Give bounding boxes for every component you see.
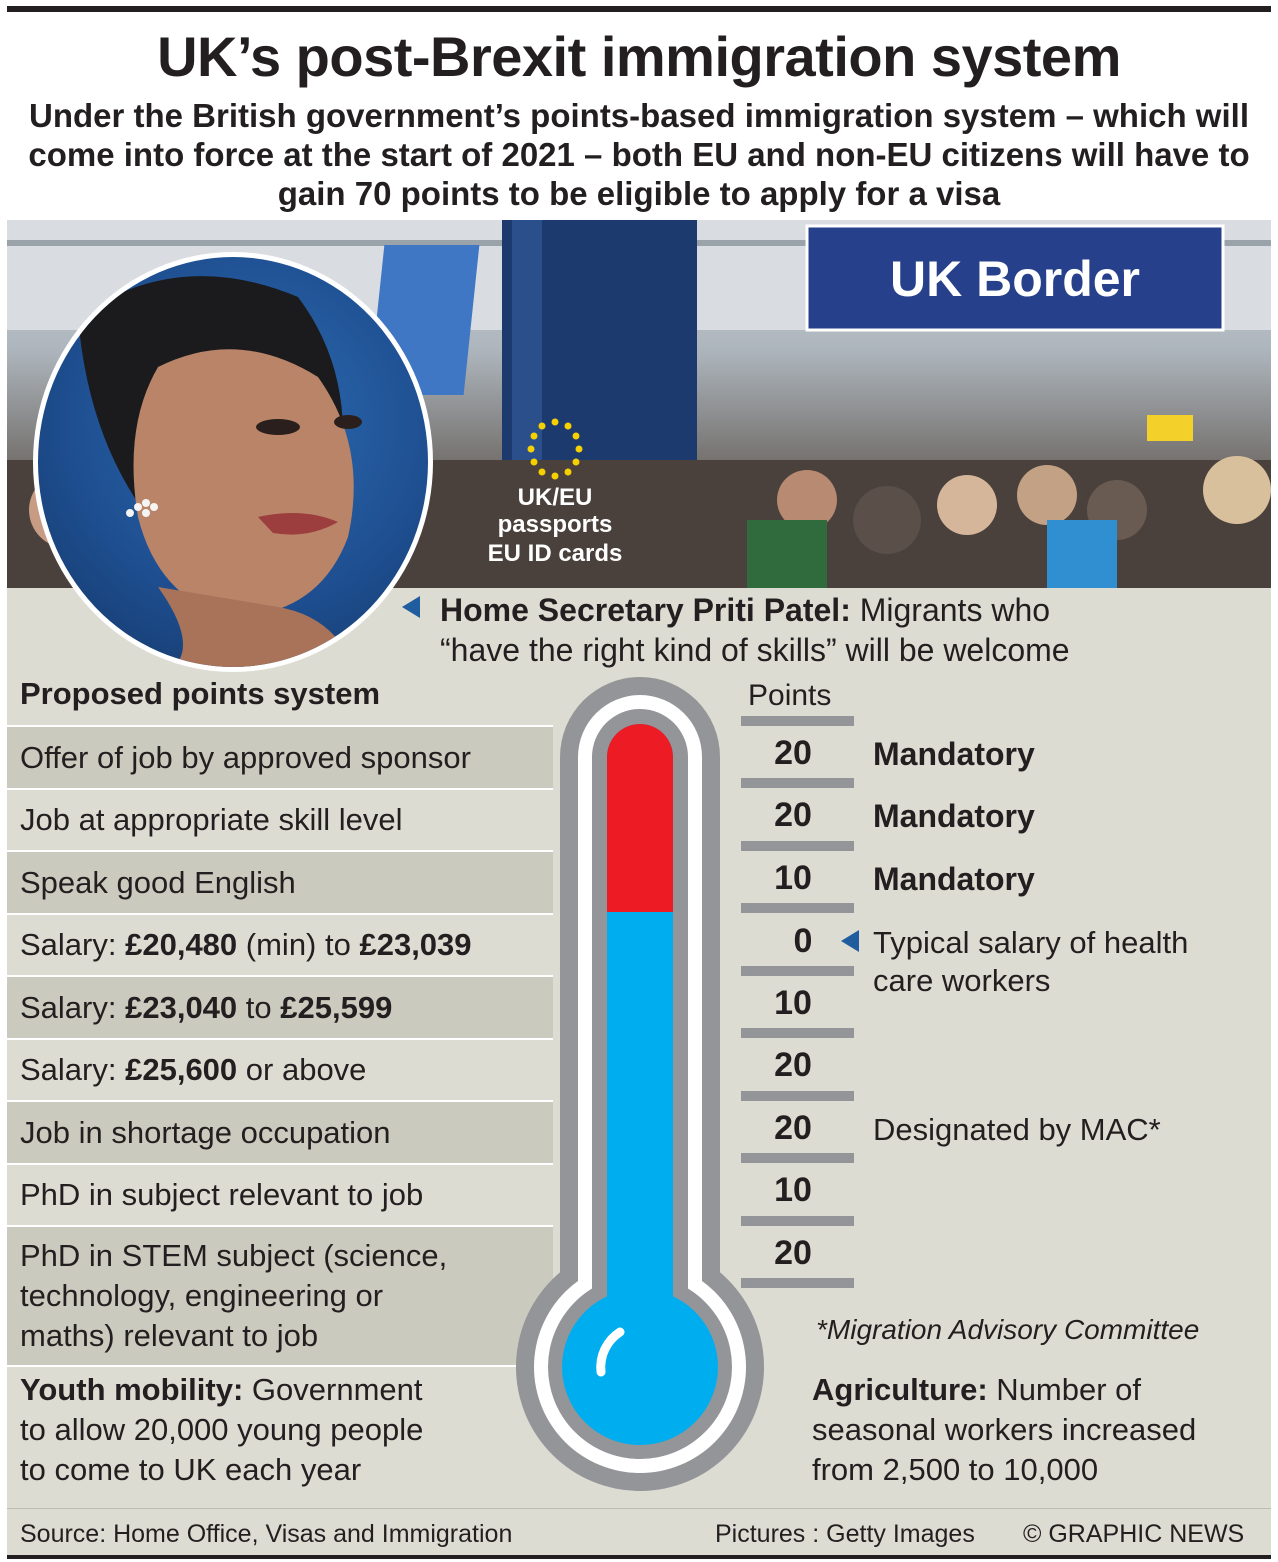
row-label-line: PhD in STEM subject (science, [20,1238,448,1273]
scale-tick [741,778,854,788]
row-label: PhD in subject relevant to job [20,1177,424,1212]
pillar-sign-line3: EU ID cards [487,540,623,567]
table-row [7,725,553,788]
agriculture-text: from 2,500 to 10,000 [812,1452,1099,1487]
portrait-figure [38,257,428,667]
quote-block [440,590,1070,670]
youth-mobility-block [20,1370,423,1490]
salary-prefix: Salary: [20,1052,126,1087]
quote-line-1 [440,590,1070,630]
youth-text: Government [243,1372,423,1407]
portrait-photo [33,252,433,672]
youth-text: to come to UK each year [20,1452,362,1487]
salary-min: £20,480 [125,927,238,962]
table-row [7,975,553,1038]
footnote: *Migration Advisory Committee [816,1314,1200,1345]
points-value: 20 [774,734,812,772]
agriculture-line-1 [812,1370,1196,1410]
pictures-credit: Pictures : Getty Images [715,1520,975,1548]
salary-prefix: Salary: [20,989,126,1025]
points-value: 20 [774,1046,812,1084]
points-heading: Points [748,679,832,712]
source-credit: Source: Home Office, Visas and Immigration [20,1520,513,1548]
page-subtitle: Under the British government’s points-based immigration system – which will come into force at the start of 2021 – both EU and non-EU citizens will have to gain 70 points to be eligible to apply for a visa [28,97,1250,212]
scale-tick [741,966,854,976]
scale-tick [741,1216,854,1226]
bottom-rule [7,1555,1271,1559]
scale-tick [741,903,854,913]
salary-mid: or above [237,1052,367,1087]
row-label: Offer of job by approved sponsor [20,739,471,775]
salary-max: £23,039 [359,927,472,962]
copyright: © GRAPHIC NEWS [1023,1520,1245,1548]
mercury-mandatory [607,724,673,912]
youth-text: to allow 20,000 young people [20,1412,424,1447]
salary-note-line: Typical salary of health [873,925,1189,960]
table-row [7,1100,553,1163]
mandatory-label: Mandatory [873,861,1035,897]
points-value: 10 [774,859,812,897]
pillar-sign-line2: passports [497,511,613,538]
mandatory-label: Mandatory [873,736,1035,772]
points-value: 10 [774,984,812,1022]
table-row [7,850,553,913]
scale-tick [741,1153,854,1163]
top-rule [7,6,1271,12]
quote-text-1: Migrants who [850,592,1051,628]
page-title: UK’s post-Brexit immigration system [157,25,1121,88]
footer [7,1508,1271,1556]
row-label [20,1236,447,1356]
salary-min: £25,600 [125,1052,238,1087]
table-row [7,913,553,975]
row-label: Speak good English [20,864,296,900]
mac-note: Designated by MAC* [873,1112,1161,1147]
scale-tick [741,716,854,726]
row-label: Job at appropriate skill level [20,802,403,837]
salary-prefix: Salary: [20,927,126,962]
quote-speaker: Home Secretary Priti Patel: [440,592,851,628]
agriculture-text: seasonal workers increased [812,1412,1197,1447]
table-row [7,788,553,850]
salary-mid: (min) to [237,927,360,962]
row-label-line: technology, engineering or [20,1278,384,1313]
salary-pointer-icon [841,930,859,952]
table-row [7,1163,553,1225]
row-label [20,1052,366,1088]
scale-tick [741,841,854,851]
agriculture-heading: Agriculture: [812,1372,988,1407]
agriculture-text: Number of [987,1372,1142,1407]
table-row [7,1225,553,1367]
salary-note-line: care workers [873,963,1051,998]
row-label: Job in shortage occupation [20,1114,391,1150]
agriculture-block [812,1370,1196,1490]
quote-pointer-icon [402,596,420,618]
row-label [20,990,392,1026]
salary-mid: to [237,989,281,1025]
row-label-line: maths) relevant to job [20,1318,319,1353]
table-row [7,1038,553,1100]
mandatory-label: Mandatory [873,798,1035,834]
youth-line-1 [20,1370,423,1410]
scale-tick [741,1278,854,1288]
points-value: 20 [774,1109,812,1147]
points-value: 20 [774,796,812,834]
quote-text-2: “have the right kind of skills” will be welcome [440,632,1070,668]
points-value: 10 [774,1171,812,1209]
salary-max: £25,599 [280,989,393,1025]
salary-min: £23,040 [125,989,238,1025]
scale-tick [741,1091,854,1101]
table-heading: Proposed points system [20,676,381,711]
thermometer [515,672,765,1506]
points-value: 0 [793,922,813,960]
uk-border-sign: UK Border [889,251,1141,307]
points-value: 20 [774,1234,812,1272]
row-label [20,927,472,963]
scale-tick [741,1028,854,1038]
pillar-sign-line1: UK/EU [517,484,593,511]
salary-note [873,924,1188,1000]
youth-heading: Youth mobility: [20,1372,244,1407]
